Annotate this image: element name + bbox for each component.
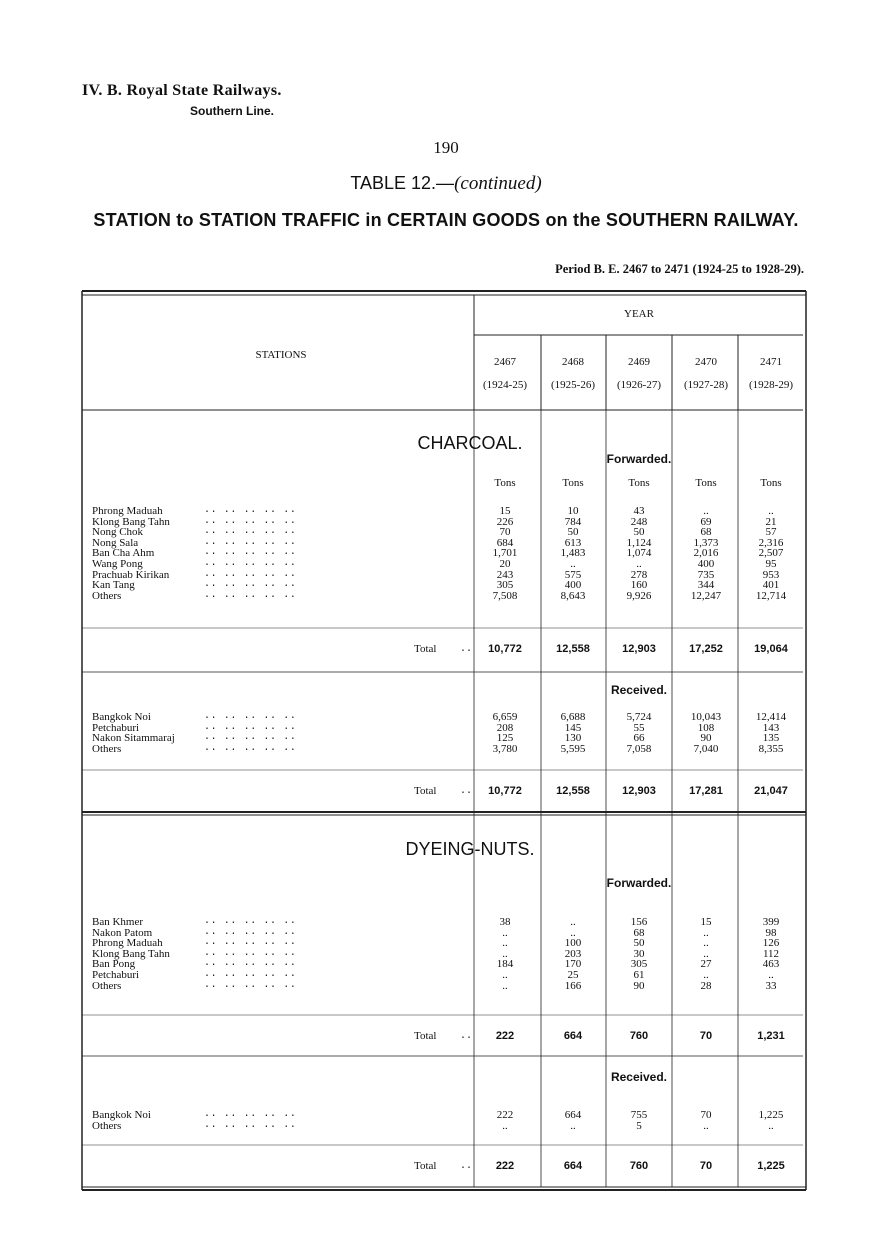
total-cell: 12,903 <box>622 785 656 797</box>
section-title: DYEING-NUTS. <box>405 839 535 859</box>
total-label: Total <box>414 1030 437 1042</box>
table-cell: 38 <box>499 916 511 928</box>
table-cell: 248 <box>630 515 648 528</box>
year-ad: (1927-28) <box>684 379 728 391</box>
table-cell: 25 <box>567 969 579 981</box>
table-cell: 6,659 <box>492 711 518 723</box>
station-name: Ban Pong <box>92 958 136 971</box>
block-title: Forwarded. <box>606 452 672 466</box>
table-cell: 1,483 <box>560 547 586 560</box>
table-cell: 226 <box>496 515 514 528</box>
table-cell: 6,688 <box>560 711 586 723</box>
stations-header: STATIONS <box>255 349 307 361</box>
leader-dots: .. <box>460 1161 473 1172</box>
station-name: Klong Bang Tahn <box>92 515 170 528</box>
table-cell: 12,247 <box>690 589 722 602</box>
table-cell: 90 <box>700 732 712 745</box>
table-cell: 50 <box>633 937 645 950</box>
table-cell: .. <box>502 1119 508 1132</box>
leader-dots: .. .. .. .. .. <box>204 969 297 980</box>
station-name: Wang Pong <box>92 558 143 570</box>
table-cell: 69 <box>700 515 712 528</box>
block-title: Received. <box>610 1070 668 1084</box>
leader-dots: .. .. .. .. .. <box>204 742 297 754</box>
table-cell: 55 <box>633 721 645 734</box>
station-name: Nakon Patom <box>92 926 153 939</box>
station-name: Ban Cha Ahm <box>92 547 155 560</box>
table-cell: .. <box>570 926 576 939</box>
table-cell: 50 <box>633 526 645 539</box>
total-label: Total <box>414 785 437 797</box>
table-cell: 8,643 <box>560 589 586 602</box>
table-cell: 130 <box>564 732 582 745</box>
table-cell: 1,074 <box>626 547 652 560</box>
total-cell: 17,281 <box>689 785 723 797</box>
table-cell: 400 <box>697 558 715 570</box>
table-cell: 28 <box>700 979 712 992</box>
table-cell: 2,016 <box>693 547 719 560</box>
table-cell: 5 <box>636 1119 642 1132</box>
table-cell: 126 <box>762 937 780 950</box>
table-cell: 70 <box>700 1109 712 1121</box>
table-cell: 66 <box>633 732 645 745</box>
leader-dots: .. .. .. .. .. <box>204 515 297 527</box>
station-name: Nakon Sitammaraj <box>92 732 175 745</box>
table-cell: .. <box>703 969 709 981</box>
table-cell: 27 <box>700 958 712 971</box>
leader-dots: .. .. .. .. .. <box>204 1109 297 1120</box>
leader-dots: .. .. .. .. .. <box>204 1119 297 1131</box>
station-name: Phrong Maduah <box>92 937 163 950</box>
station-name: Petchaburi <box>92 721 140 734</box>
table-cell: .. <box>570 1119 576 1132</box>
leader-dots: .. .. .. .. .. <box>204 558 297 569</box>
table-cell: 3,780 <box>492 742 518 755</box>
total-cell: 10,772 <box>488 643 522 655</box>
table-cell: .. <box>703 926 709 939</box>
table-cell: 15 <box>700 916 712 928</box>
total-label: Total <box>414 1160 437 1172</box>
table-cell: .. <box>703 947 709 960</box>
table-cell: 33 <box>765 979 777 992</box>
leader-dots: .. <box>460 644 473 655</box>
leader-dots: .. .. .. .. .. <box>204 926 297 938</box>
table-cell: 112 <box>762 947 780 960</box>
leader-dots: .. .. .. .. .. <box>204 568 297 580</box>
leader-dots: .. .. .. .. .. <box>204 536 297 548</box>
year-be: 2470 <box>695 356 717 368</box>
station-name: Phrong Maduah <box>92 505 163 517</box>
section-heading: IV. B. Royal State Railways. <box>82 82 282 99</box>
table-cell: 68 <box>633 926 645 939</box>
table-cell: 50 <box>567 526 579 539</box>
table-cell: 125 <box>496 732 514 745</box>
year-be: 2471 <box>760 356 782 368</box>
table-cell: 1,124 <box>626 536 652 549</box>
total-cell: 12,558 <box>556 785 590 797</box>
section-title: CHARCOAL. <box>417 433 523 453</box>
table-cell: .. <box>768 969 774 981</box>
station-name: Others <box>92 979 122 992</box>
page-title: STATION to STATION TRAFFIC in CERTAIN GOODS on the SOUTHERN RAILWAY. <box>93 210 799 230</box>
leader-dots: .. .. .. .. .. <box>204 732 297 744</box>
leader-dots: .. .. .. .. .. <box>204 589 297 601</box>
table-cell: 8,355 <box>758 742 784 755</box>
table-cell: 2,507 <box>758 547 784 560</box>
table-cell: 70 <box>499 526 511 539</box>
leader-dots: .. .. .. .. .. <box>204 526 297 538</box>
table-cell: 684 <box>496 536 514 549</box>
table-cell: 15 <box>499 505 511 517</box>
table-cell: 575 <box>564 568 582 581</box>
total-cell: 10,772 <box>488 785 522 797</box>
leader-dots: .. .. .. .. .. <box>204 958 297 970</box>
table-cell: 1,225 <box>758 1109 784 1121</box>
total-cell: 17,252 <box>689 643 723 655</box>
table-cell: 7,508 <box>492 589 518 602</box>
table-cell: 400 <box>564 579 582 592</box>
table-cell: 953 <box>762 568 780 581</box>
total-cell: 664 <box>563 1030 583 1042</box>
table-cell: .. <box>768 505 774 517</box>
table-cell: 208 <box>496 721 514 734</box>
table-cell: .. <box>768 1119 774 1132</box>
block-title: Received. <box>610 683 668 697</box>
leader-dots: .. .. .. .. .. <box>204 579 297 591</box>
line-heading: Southern Line. <box>190 104 274 118</box>
unit-label: Tons <box>494 477 516 489</box>
table-cell: 613 <box>564 536 582 549</box>
table-label-text: TABLE 12.— <box>350 173 455 193</box>
table-cell: 664 <box>564 1109 582 1121</box>
table-cell: .. <box>703 505 709 517</box>
table-cell: .. <box>502 969 508 981</box>
station-name: Others <box>92 742 122 755</box>
table-cell: 463 <box>762 958 780 971</box>
table-cell: .. <box>502 926 508 939</box>
table-cell: .. <box>570 558 576 570</box>
table-cell: .. <box>636 558 642 570</box>
total-cell: 70 <box>699 1030 713 1042</box>
station-name: Prachuab Kirikan <box>92 568 170 581</box>
table-cell: 108 <box>697 721 715 734</box>
unit-label: Tons <box>760 477 782 489</box>
table-cell: 278 <box>630 568 648 581</box>
table-cell: 399 <box>762 916 780 928</box>
table-cell: 1,701 <box>492 547 518 560</box>
table-cell: 90 <box>633 979 645 992</box>
table-cell: 160 <box>630 579 648 592</box>
table-cell: 5,724 <box>626 711 652 723</box>
total-cell: 19,064 <box>754 643 788 655</box>
table-cell: 61 <box>633 969 645 981</box>
year-ad: (1926-27) <box>617 379 661 391</box>
total-cell: 12,903 <box>622 643 656 655</box>
period-caption: Period B. E. 2467 to 2471 (1924-25 to 1928-29). <box>555 262 804 276</box>
year-ad: (1928-29) <box>749 379 793 391</box>
table-cell: 10 <box>567 505 579 517</box>
station-name: Others <box>92 589 122 602</box>
table-cell: 10,043 <box>690 711 722 723</box>
leader-dots: .. <box>460 1031 473 1042</box>
year-be: 2468 <box>562 356 584 368</box>
table-cell: 95 <box>765 558 777 570</box>
table-cell: 735 <box>697 568 715 581</box>
total-cell: 70 <box>699 1160 713 1172</box>
table-cell: 401 <box>762 579 780 592</box>
table-cell: 5,595 <box>560 742 586 755</box>
total-cell: 12,558 <box>556 643 590 655</box>
table-cell: 1,373 <box>693 536 719 549</box>
year-ad: (1924-25) <box>483 379 527 391</box>
station-name: Others <box>92 1119 122 1132</box>
table-cell: 43 <box>633 505 645 517</box>
table-cell: 305 <box>496 579 514 592</box>
table-cell: 12,714 <box>755 589 787 602</box>
table-cell: 9,926 <box>626 589 652 602</box>
station-name: Petchaburi <box>92 969 140 981</box>
total-cell: 21,047 <box>754 785 788 797</box>
station-name: Klong Bang Tahn <box>92 947 170 960</box>
unit-label: Tons <box>562 477 584 489</box>
total-cell: 222 <box>495 1030 515 1042</box>
leader-dots: .. .. .. .. .. <box>204 711 297 722</box>
table-cell: 156 <box>630 916 648 928</box>
leader-dots: .. .. .. .. .. <box>204 937 297 949</box>
table-cell: .. <box>703 1119 709 1132</box>
table-cell: 68 <box>700 526 712 539</box>
leader-dots: .. .. .. .. .. <box>204 721 297 733</box>
total-label: Total <box>414 643 437 655</box>
leader-dots: .. <box>460 786 473 797</box>
table-cell: 243 <box>496 568 514 581</box>
table-cell: .. <box>703 937 709 950</box>
table-cell: 784 <box>564 515 582 528</box>
year-header: YEAR <box>624 308 654 320</box>
table-cell: 135 <box>762 732 780 745</box>
table-cell: .. <box>502 937 508 950</box>
table-cell: 170 <box>564 958 582 971</box>
table-continued: (continued) <box>454 173 542 194</box>
page-number: 190 <box>433 138 459 157</box>
table-cell: .. <box>570 916 576 928</box>
table-cell: .. <box>502 979 508 992</box>
station-name: Kan Tang <box>92 579 135 592</box>
table-cell: 12,414 <box>755 711 787 723</box>
station-name: Bangkok Noi <box>92 711 151 723</box>
total-cell: 760 <box>629 1030 649 1042</box>
table-cell: .. <box>502 947 508 960</box>
table-cell: 143 <box>762 721 780 734</box>
table-cell: 21 <box>765 515 777 528</box>
leader-dots: .. .. .. .. .. <box>204 979 297 991</box>
table-cell: 145 <box>564 721 582 734</box>
year-be: 2469 <box>628 356 650 368</box>
station-name: Nong Chok <box>92 526 144 539</box>
unit-label: Tons <box>695 477 717 489</box>
unit-label: Tons <box>628 477 650 489</box>
table-cell: 2,316 <box>758 536 784 549</box>
station-name: Nong Sala <box>92 536 139 549</box>
total-cell: 664 <box>563 1160 583 1172</box>
block-title: Forwarded. <box>606 876 672 890</box>
table-cell: 305 <box>630 958 648 971</box>
table-cell: 344 <box>697 579 715 592</box>
table-cell: 166 <box>564 979 582 992</box>
total-cell: 1,231 <box>757 1030 785 1042</box>
table-cell: 203 <box>564 947 582 960</box>
table-cell: 100 <box>564 937 582 950</box>
table-cell: 98 <box>765 926 777 939</box>
table-label <box>0 173 892 195</box>
leader-dots: .. .. .. .. .. <box>204 947 297 959</box>
leader-dots: .. .. .. .. .. <box>204 916 297 927</box>
table-cell: 7,058 <box>626 742 652 755</box>
station-name: Bangkok Noi <box>92 1109 151 1121</box>
table-cell: 222 <box>496 1109 514 1121</box>
table-cell: 57 <box>765 526 777 539</box>
leader-dots: .. .. .. .. .. <box>204 547 297 559</box>
year-ad: (1925-26) <box>551 379 595 391</box>
total-cell: 760 <box>629 1160 649 1172</box>
table-cell: 7,040 <box>693 742 719 755</box>
table-cell: 20 <box>499 558 511 570</box>
total-cell: 1,225 <box>757 1160 785 1172</box>
table-cell: 755 <box>630 1109 648 1121</box>
table-cell: 30 <box>633 947 645 960</box>
station-name: Ban Khmer <box>92 916 144 928</box>
year-be: 2467 <box>494 356 516 368</box>
leader-dots: .. .. .. .. .. <box>204 505 297 516</box>
total-cell: 222 <box>495 1160 515 1172</box>
table-cell: 184 <box>496 958 514 971</box>
